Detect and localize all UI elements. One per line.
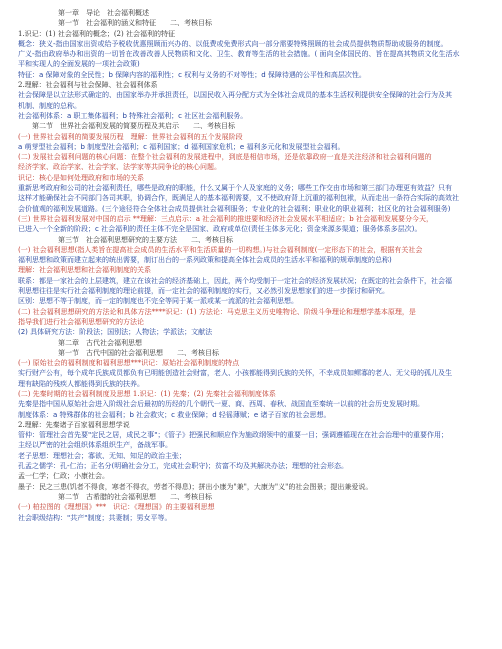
text-line: 特征：a 保障对象的全民性；b 保障内容的福利性；c 权利与义务的不对等性；d 保障待遇的公平性和高层次性。 xyxy=(18,70,366,79)
text-line: 主经以严密的社会组织体系组织生产，备战军事。 xyxy=(18,441,172,450)
text-line: 第二章 古代社会福利思想 xyxy=(58,338,142,347)
text-line: 会价值观的福利发展道路。(三个途径符合全体社会成员提供社会福利服务；专业化的社会福利；职业化的职业福利；社区化的社会福利服务) xyxy=(18,204,451,213)
text-line: 经济学家、政治学家、社会学家、法学家等共同争论的核心问题。 xyxy=(18,163,221,172)
text-line: 社会职级结构："共产"制度；共妻制；男女平等。 xyxy=(18,513,172,522)
text-line: 2.理解：社会福利与社会保障、社会福利体系 xyxy=(18,81,158,90)
text-line: 广义-指由政府举办和出资的一切旨在改善改善人民物质和文化、卫生、教育等生活的社会措施。( 面向全体国民的、旨在提高其物质文化生活水 xyxy=(18,50,460,59)
text-line: 理解：社会福利思想和社会福利制度的关系 xyxy=(18,266,151,275)
text-line: 机制、制度的总称。 xyxy=(18,101,81,110)
text-line: 联系：都是一家社会的上层建筑，建立在该社会的经济基础上，因此，两个均受制于一定社会的经济发展状况；在既定的社会条件下，社会福 xyxy=(18,276,452,285)
text-line: 理有缺陷的残疾人都能得到氏族的扶养。 xyxy=(18,379,144,388)
text-line: 第一节 古代中国的社会福利思想 二、考核目标 xyxy=(58,348,219,357)
text-line: (二) 发展社会福利问题的核心问题：在整个社会福利的发展进程中，到底是相信市场，还是依靠政府一直是关注经济和社会福利问题的 xyxy=(18,153,432,162)
text-line: 制度体系：a 特殊群体的社会福利；b 社会救灾；c 救业保障；d 轻徭薄赋；e 诸子百家的社会思想。 xyxy=(18,410,331,419)
text-line: 第三节 社会福利思想研究的主要方法 二、考核目标 xyxy=(58,235,233,244)
text-line: 利思想往往是实行社会福利制度的理论前提，而一定社会的福利制度的实行，又必然引发思想家们的进一步探讨和研究。 xyxy=(18,287,389,296)
text-line: 概念：狭义-指由国家出资或给予税收优惠照顾而兴办的、以低费或免费形式向一部分需要特殊照顾的社会成员提供物质帮助或服务的制度。 xyxy=(18,39,448,48)
text-line: 已进入一个全新的阶段；c 社会福利的责任主体不完全是国家、政府或单位(责任主体多元化；资金来源多渠道；服务体系多层次)。 xyxy=(18,225,422,234)
text-line: 第二节 古希腊的社会福利思想 二、考核目标 xyxy=(58,492,212,501)
text-line: (2) 具体研究方法：阶段法；国别法；人物法；学派法；文献法 xyxy=(18,328,213,337)
text-line: (一) 柏拉图的《理想国》*** 识记：《理想国》的主要福利思想 xyxy=(18,503,215,512)
text-line: 这样才能确保社会不同部门各司其职，协调合作，既满足人的基本福利需要，又不使政府背上沉重的福利包袱，从而走出一条符合实际的高效社 xyxy=(18,194,459,203)
text-line: 社会福利体系：a 职工集体福利；b 特殊社会福利；c 社区社会福利服务。 xyxy=(18,111,248,120)
text-line: 孟一仁学；仁政；小康社会。 xyxy=(18,472,109,481)
text-line: 2.理解：先秦诸子百家福利思想学说 xyxy=(18,420,130,429)
text-line: 平和实现人的全面发展的一项社会政策) xyxy=(18,60,140,69)
text-line: 第二节 世界社会福利发展的简要历程及其启示 二、考核目标 xyxy=(32,122,235,131)
text-line: (二) 社会福利思想研究的方法论和具体方法****识记：(1) 方法论：马克思主义历史唯物论、阶级斗争理论和理想学基本原理，是 xyxy=(18,307,416,316)
text-line: 社会保障是以立法形式确定的、由国家举办并承担责任，以国民收入再分配方式为全体社会成员的基本生活权利提供安全保障的社会行为及其 xyxy=(18,91,452,100)
text-line: (一) 社会福利思想(指人类旨在提高社会成员的生活水平和生活质量的一切构想。)与社会福利制度(一定形态下的社会，根据有关社会 xyxy=(18,245,423,254)
text-line: (一) 世界社会福利的简要发展历程 理解：世界社会福利的五个发展阶段 xyxy=(18,132,243,141)
text-line: 第一章 导论 社会福利概述 xyxy=(58,9,149,17)
text-line: (二) 先秦时期的社会福利制度及思想 1.识记：(1) 先秦；(2) 先秦社会福利制度体系 xyxy=(18,389,276,398)
text-line: 老子思想：理想社会；寡欲、无知、知足的政治主张； xyxy=(18,451,186,460)
text-line: a 萌芽型社会福利；b 制度型社会福利；c 福利国家；d 福利国家危机；e 福利多元化和发展型社会福利。 xyxy=(18,142,345,151)
text-line: 指导我们进行社会福利思想研究的方法论 xyxy=(18,317,144,326)
text-line: 区别：思想不等于制度，而一定的制度也不完全等同于某一派或某一流派的社会福利思想。 xyxy=(18,297,298,306)
text-line: (一) 原始社会的福利制度和福利思想***识记：原始社会福利制度的特点 xyxy=(18,359,240,368)
text-line: 福利思想和政策而建立起来的统出需要，制订出台的一系列政策和提高全体社会成员的生活水平和福利的规章制度的总称) xyxy=(18,256,392,265)
text-line: 重新思考政府和公司的社会福利责任，哪些是政府的职能，什么又属于个人及家庭的义务；哪些工作交由市场和第三部门办理更有效益？只有 xyxy=(18,184,452,193)
text-line: 孔孟之儒学：孔-仁治；正名分(明确社会分工，完成社会职守)；贫富不均及其解决办法；理想的社会形态。 xyxy=(18,462,348,471)
text-line: 第一节 社会福利的涵义和特征 二、考核目标 xyxy=(58,19,212,28)
text-line: 识记：核心是如何处理政府和市场的关系 xyxy=(18,173,144,182)
text-line: 1.识记：(1) 社会福利的概念；(2) 社会福利的特征 xyxy=(18,29,175,38)
text-line: 管仲：管理社会首先要"定民之居，成民之事"；《管子》把强民和顺应作为施政纲领中的重要一目；强调遵循现在在社会治理中的重要作用； xyxy=(18,431,448,440)
text-line: 实行财产公有，每个成年氏族成员都负有已明能创造社会财富，老人、小孩都能得到氏族的关怀，不幸成员如鳏寡的老人、无父母的孤儿及生 xyxy=(18,369,452,378)
text-line: 先秦是指中国从原始社会进入阶级社会后最初的历经的几个朝代一夏、商、西周、春秋、战国直至秦统一以前的社会历史发展时期。 xyxy=(18,400,424,409)
text-line: 墨子：民之三患(饥者不得食，寒者不得衣，劳者不得息)；拼出小康为"兼"，大康为"义"的社会图景；提出兼爱说。 xyxy=(18,482,373,491)
text-line: (三) 世界社会福利发展对中国的启示 **理解：三点启示：a 社会福利的推进要和经济社会发展水平相适应；b 社会福利发展要分今天， xyxy=(18,214,434,223)
